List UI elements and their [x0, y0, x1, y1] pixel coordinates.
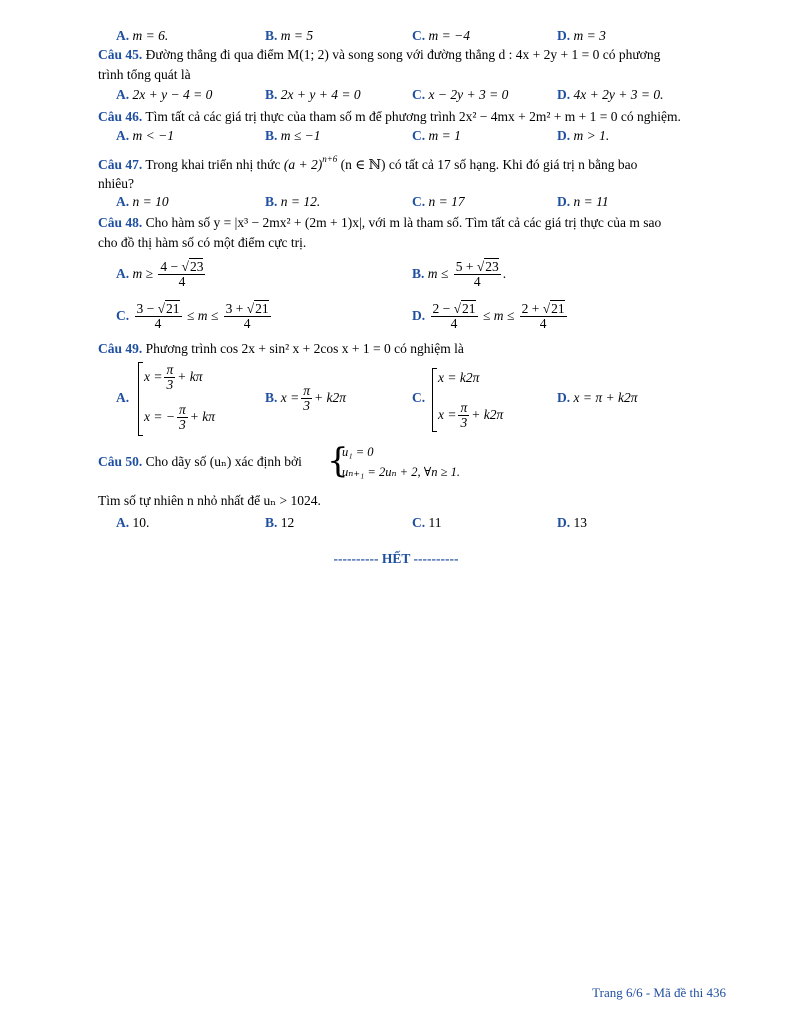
q45-option-c: [412, 87, 508, 103]
option-text: m = 1: [428, 128, 461, 143]
option-label: A.: [116, 515, 130, 530]
q45-stem-line1: [98, 47, 660, 63]
q44-option-a: [116, 28, 168, 44]
option-text: 2x + y + 4 = 0: [280, 87, 361, 102]
option-text: m > 1.: [573, 128, 610, 143]
option-label: B.: [265, 28, 278, 43]
option-text: ≤ m ≤: [482, 308, 515, 323]
q49-option-c2: [438, 398, 503, 432]
q47-stem-line1: [98, 151, 637, 173]
fraction: [458, 401, 469, 430]
numerator: π: [178, 402, 186, 418]
option-text: 2x + y − 4 = 0: [132, 87, 213, 102]
option-text: 4x + 2y + 3 = 0.: [573, 87, 664, 102]
option-label: D.: [557, 128, 571, 143]
system-brace: {: [327, 441, 349, 481]
question-number: Câu 50.: [98, 454, 143, 469]
option-text: n = 12.: [280, 194, 321, 209]
q50-option-c: [412, 515, 442, 531]
fraction: $\frac{5 + √23}{4}$: [455, 259, 499, 290]
binomial-expression: (a + 2): [283, 157, 323, 172]
numerator-part: 3 +: [225, 301, 247, 317]
denominator: 4: [539, 316, 547, 332]
numerator-part: 5 +: [455, 259, 477, 275]
q46-stem: [98, 109, 681, 125]
q49-option-c1: [438, 370, 479, 386]
option-text: m ≤ −1: [280, 128, 321, 143]
punctuation: .: [456, 465, 460, 479]
radicand: 21: [166, 301, 180, 317]
option-label: C.: [412, 194, 426, 209]
q50-option-a: [116, 515, 149, 531]
option-text: m = 6.: [132, 28, 169, 43]
equation-text: uₙ₊₁ = 2uₙ + 2, ∀n ≥ 1: [342, 465, 457, 479]
option-text: m = 5: [280, 28, 314, 43]
numerator-part: 4 −: [160, 259, 182, 275]
option-label: B.: [265, 515, 278, 530]
option-text: + kπ: [177, 369, 203, 384]
numerator: π: [460, 400, 468, 416]
numerator: π: [303, 383, 311, 399]
denominator: 3: [166, 377, 174, 393]
denominator: 3: [303, 398, 310, 414]
option-label: D.: [557, 390, 571, 405]
question-text: Trong khai triển nhị thức: [145, 157, 281, 172]
option-label: C.: [412, 28, 426, 43]
option-text: n = 11: [573, 194, 609, 209]
q50-option-b: [265, 515, 294, 531]
option-label: D.: [557, 28, 571, 43]
option-label: D.: [557, 194, 571, 209]
option-text: x =: [438, 407, 457, 422]
q47-option-d: [557, 194, 609, 210]
numerator-part: 2 −: [432, 301, 454, 317]
option-label: C.: [116, 308, 130, 323]
option-label: D.: [557, 515, 571, 530]
denominator: 4: [154, 316, 162, 332]
option-text: m ≥: [132, 266, 154, 281]
q49-option-a1: [144, 360, 203, 394]
q50-option-d: [557, 515, 587, 531]
option-text: 10.: [132, 515, 150, 530]
option-text: + k2π: [471, 407, 504, 422]
q48-option-b: [412, 257, 506, 291]
question-text: Cho dãy số (uₙ) xác định bởi: [145, 454, 302, 469]
q49-option-b: [265, 381, 346, 415]
radicand: 21: [551, 301, 565, 317]
question-number: Câu 48.: [98, 215, 143, 230]
option-label: B.: [265, 194, 278, 209]
option-text: x = π + k2π: [573, 390, 638, 405]
option-text: ≤ m ≤: [186, 308, 219, 323]
question-number: Câu 47.: [98, 157, 143, 172]
fraction: $\frac{3 - √21}{4}$: [136, 301, 180, 332]
q44-option-b: [265, 28, 313, 44]
q45-option-a: [116, 87, 212, 103]
option-text: + kπ: [189, 409, 215, 424]
fraction: $\frac{4 - √23}{4}$: [160, 259, 204, 290]
option-text: m = −4: [428, 28, 470, 43]
q49-option-d: [557, 390, 637, 406]
radicand: 23: [485, 259, 499, 275]
q48-stem-line2: cho đồ thị hàm số có một điểm cực trị.: [98, 235, 307, 250]
option-text: x = −: [144, 409, 175, 424]
option-text: m < −1: [132, 128, 174, 143]
q45-option-b: [265, 87, 361, 103]
q45-option-d: [557, 87, 663, 103]
q46-option-d: [557, 128, 609, 144]
q48-option-c: [116, 299, 273, 333]
radicand: 23: [189, 259, 204, 275]
fraction: [177, 403, 188, 432]
option-text: x − 2y + 3 = 0: [428, 87, 509, 102]
q50-stem-line1: [98, 454, 302, 470]
option-text: x =: [144, 369, 163, 384]
q44-option-c: [412, 28, 470, 44]
denominator: 4: [450, 316, 458, 332]
q48-stem-line1: [98, 215, 661, 231]
q49-option-a-label: [116, 390, 129, 406]
option-text: n = 10: [132, 194, 169, 209]
q50-system-line2: [342, 464, 460, 480]
option-label: A.: [116, 266, 130, 281]
option-text: m ≤: [427, 266, 449, 281]
numerator-part: 2 +: [521, 301, 543, 317]
option-text: + k2π: [314, 390, 347, 405]
question-text: Đường thẳng đi qua điểm M(1; 2) và song song với đường thẳng d : 4x + 2y + 1 = 0 có phương: [145, 47, 661, 62]
option-label: C.: [412, 390, 426, 405]
numerator: π: [166, 362, 174, 378]
option-text: 12: [280, 515, 295, 530]
bracket: [432, 368, 437, 432]
option-label: A.: [116, 390, 130, 405]
denominator: 4: [243, 316, 251, 332]
radicand: 21: [255, 301, 269, 317]
q45-stem-line2: trình tổng quát là: [98, 67, 191, 82]
option-text: n = 17: [428, 194, 465, 209]
page-footer: Trang 6/6 - Mã đề thi 436: [592, 985, 726, 1000]
q46-option-c: [412, 128, 461, 144]
q48-option-a: [116, 257, 207, 291]
q46-option-a: [116, 128, 174, 144]
option-label: B.: [265, 128, 278, 143]
option-label: D.: [557, 87, 571, 102]
option-label: C.: [412, 128, 426, 143]
option-label: B.: [265, 390, 278, 405]
option-text: 13: [573, 515, 587, 530]
denominator: 3: [460, 415, 468, 431]
radicand: 21: [462, 301, 476, 317]
q50-system-line1: u₁ = 0: [342, 445, 374, 459]
q46-option-b: [265, 128, 321, 144]
end-marker: ---------- HẾT ----------: [333, 551, 459, 566]
option-label: D.: [412, 308, 426, 323]
question-number: Câu 45.: [98, 47, 143, 62]
option-label: B.: [412, 266, 425, 281]
fraction: [164, 363, 175, 392]
option-text: 11: [428, 515, 442, 530]
option-label: C.: [412, 515, 426, 530]
fraction: [301, 384, 312, 413]
q47-option-a: [116, 194, 169, 210]
bracket: [138, 362, 143, 436]
denominator: 4: [473, 274, 481, 290]
question-text: Phương trình cos 2x + sin² x + 2cos x + 1 = 0 có nghiệm là: [145, 341, 464, 356]
q48-option-d: [412, 299, 569, 333]
option-label: A.: [116, 128, 130, 143]
q49-option-a2: [144, 400, 215, 434]
question-number: Câu 46.: [98, 109, 143, 124]
fraction: $\frac{2 + √21}{4}$: [521, 301, 565, 332]
punctuation: .: [502, 266, 507, 281]
option-label: B.: [265, 87, 278, 102]
q49-stem: [98, 341, 464, 357]
option-text: m = 3: [573, 28, 606, 43]
numerator-part: 3 −: [136, 301, 158, 317]
binomial-exponent: n+6: [322, 154, 338, 164]
option-label: C.: [412, 87, 426, 102]
q47-option-b: [265, 194, 320, 210]
question-number: Câu 49.: [98, 341, 143, 356]
option-text: x =: [280, 390, 300, 405]
question-text: Cho hàm số y = |x³ − 2mx² + (2m + 1)x|, với m là tham số. Tìm tất cả các giá trị thực của m sao: [145, 215, 662, 230]
q47-stem-line2: nhiêu?: [98, 176, 134, 191]
fraction: $\frac{2 - √21}{4}$: [432, 301, 476, 332]
q47-option-c: [412, 194, 465, 210]
question-text: Tìm tất cả các giá trị thực của tham số m để phương trình 2x² − 4mx + 2m² + m + 1 = 0 có nghiệm.: [145, 109, 681, 124]
q50-stem-line2: Tìm số tự nhiên n nhỏ nhất để uₙ > 1024.: [98, 493, 321, 508]
option-label: A.: [116, 194, 130, 209]
denominator: 4: [178, 274, 186, 290]
fraction: $\frac{3 + √21}{4}$: [225, 301, 269, 332]
denominator: 3: [178, 417, 186, 433]
option-label: A.: [116, 87, 130, 102]
option-text: x = k2π: [438, 370, 480, 385]
question-text: (n ∈ ℕ) có tất cả 17 số hạng. Khi đó giá trị n bằng bao: [340, 157, 638, 172]
q49-option-c-label: [412, 390, 425, 406]
q44-option-d: [557, 28, 606, 44]
option-label: A.: [116, 28, 130, 43]
